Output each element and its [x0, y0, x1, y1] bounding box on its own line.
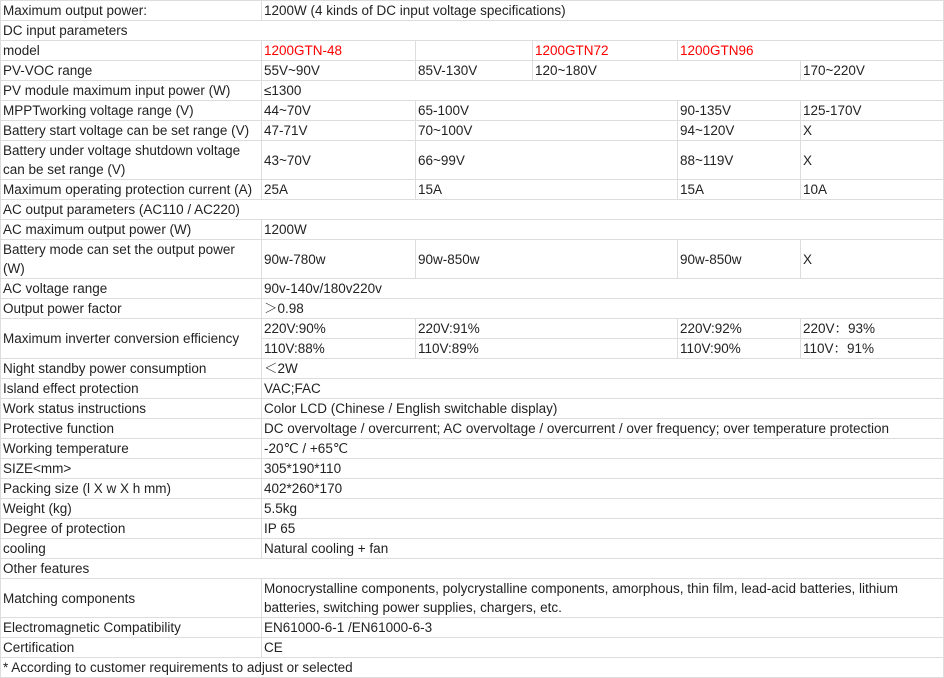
cell: 15A	[678, 180, 801, 200]
row-degree-protection	[1, 519, 944, 539]
row-label: PV module maximum input power (W)	[1, 81, 262, 101]
section-ac-output	[1, 200, 944, 220]
row-value: 1200W	[262, 220, 944, 240]
row-battery-start	[1, 121, 944, 141]
section-dc-input	[1, 21, 944, 41]
cell: 65-100V	[416, 101, 678, 121]
cell: 94~120V	[678, 121, 801, 141]
row-label: Matching components	[1, 579, 262, 618]
cell: 44~70V	[262, 101, 416, 121]
row-label: Maximum operating protection current (A)	[1, 180, 262, 200]
row-value: 402*260*170	[262, 479, 944, 499]
row-emc	[1, 618, 944, 638]
row-label: Working temperature	[1, 439, 262, 459]
cell: 25A	[262, 180, 416, 200]
cell: 55V~90V	[262, 61, 416, 81]
cell: 85V-130V	[416, 61, 533, 81]
row-label: Maximum output power:	[1, 1, 262, 21]
row-value: VAC;FAC	[262, 379, 944, 399]
row-value: Color LCD (Chinese / English switchable display)	[262, 399, 944, 419]
section-header: AC output parameters (AC110 / AC220)	[1, 200, 944, 220]
section-other-features	[1, 559, 944, 579]
cell: 15A	[416, 180, 678, 200]
row-certification	[1, 638, 944, 658]
cell: 220V：93%	[801, 319, 944, 339]
row-label: AC maximum output power (W)	[1, 220, 262, 240]
cell: 43~70V	[262, 141, 416, 180]
row-ac-voltage-range	[1, 279, 944, 299]
cell: 10A	[801, 180, 944, 200]
section-header: DC input parameters	[1, 21, 944, 41]
row-packing-size	[1, 479, 944, 499]
row-label: model	[1, 41, 262, 61]
row-label: Maximum inverter conversion efficiency	[1, 319, 262, 359]
model-1200gtn96: 1200GTN96	[678, 41, 944, 61]
row-size	[1, 459, 944, 479]
row-pv-voc	[1, 61, 944, 81]
cell: 120~180V	[533, 61, 801, 81]
row-value: CE	[262, 638, 944, 658]
cell: 220V:92%	[678, 319, 801, 339]
row-value: 305*190*110	[262, 459, 944, 479]
row-matching	[1, 579, 944, 618]
row-label: PV-VOC range	[1, 61, 262, 81]
section-header: Other features	[1, 559, 944, 579]
cell: 170~220V	[801, 61, 944, 81]
row-mppt	[1, 101, 944, 121]
row-label: Work status instructions	[1, 399, 262, 419]
row-ac-max-output	[1, 220, 944, 240]
row-label: Output power factor	[1, 299, 262, 319]
row-value: Monocrystalline components, polycrystalline components, amorphous, thin film, lead-acid batteries, lithium batteries, switching power supplies, chargers, etc.	[262, 579, 944, 618]
row-cooling	[1, 539, 944, 559]
cell: 90-135V	[678, 101, 801, 121]
row-label: Degree of protection	[1, 519, 262, 539]
row-model	[1, 41, 944, 61]
row-value: 5.5kg	[262, 499, 944, 519]
row-label: Island effect protection	[1, 379, 262, 399]
row-value: ＞0.98	[262, 299, 944, 319]
row-label: Packing size (l X w X h mm)	[1, 479, 262, 499]
cell: 220V:91%	[416, 319, 678, 339]
cell: X	[801, 141, 944, 180]
cell: X	[801, 121, 944, 141]
row-label: Night standby power consumption	[1, 359, 262, 379]
row-value: IP 65	[262, 519, 944, 539]
row-label: Certification	[1, 638, 262, 658]
row-value: EN61000-6-1 /EN61000-6-3	[262, 618, 944, 638]
row-working-temp	[1, 439, 944, 459]
cell: 90w-850w	[416, 240, 678, 279]
cell: 110V:90%	[678, 339, 801, 359]
row-pv-max-input	[1, 81, 944, 101]
row-value: ＜2W	[262, 359, 944, 379]
row-battery-mode-power	[1, 240, 944, 279]
row-label: cooling	[1, 539, 262, 559]
cell: 88~119V	[678, 141, 801, 180]
row-value: -20℃ / +65℃	[262, 439, 944, 459]
row-island	[1, 379, 944, 399]
cell: 90w-850w	[678, 240, 801, 279]
row-protective	[1, 419, 944, 439]
row-label: Battery start voltage can be set range (V)	[1, 121, 262, 141]
cell: 110V：91%	[801, 339, 944, 359]
row-value: 90v-140v/180v220v	[262, 279, 944, 299]
row-label: MPPTworking voltage range (V)	[1, 101, 262, 121]
row-weight	[1, 499, 944, 519]
row-max-protect-current	[1, 180, 944, 200]
row-value: ≤1300	[262, 81, 944, 101]
cell: 125-170V	[801, 101, 944, 121]
cell-empty	[416, 41, 533, 61]
cell: 90w-780w	[262, 240, 416, 279]
row-max-output-power	[1, 1, 944, 21]
row-work-status	[1, 399, 944, 419]
row-label: Weight (kg)	[1, 499, 262, 519]
cell: 70~100V	[416, 121, 678, 141]
footnote: * According to customer requirements to adjust or selected	[1, 658, 944, 678]
cell: 110V:88%	[262, 339, 416, 359]
cell: 47-71V	[262, 121, 416, 141]
cell: X	[801, 240, 944, 279]
row-value: DC overvoltage / overcurrent; AC overvoltage / overcurrent / over frequency; over temperature protection	[262, 419, 944, 439]
cell: 220V:90%	[262, 319, 416, 339]
row-output-pf	[1, 299, 944, 319]
cell: 66~99V	[416, 141, 678, 180]
cell: 110V:89%	[416, 339, 678, 359]
row-label: Battery under voltage shutdown voltage can be set range (V)	[1, 141, 262, 180]
row-label: SIZE<mm>	[1, 459, 262, 479]
row-battery-under	[1, 141, 944, 180]
model-1200gtn-48: 1200GTN-48	[262, 41, 416, 61]
row-label: AC voltage range	[1, 279, 262, 299]
row-label: Battery mode can set the output power (W)	[1, 240, 262, 279]
row-value: Natural cooling + fan	[262, 539, 944, 559]
row-night-standby	[1, 359, 944, 379]
row-value: 1200W (4 kinds of DC input voltage specifications)	[262, 1, 944, 21]
row-label: Protective function	[1, 419, 262, 439]
row-footnote	[1, 658, 944, 678]
row-label: Electromagnetic Compatibility	[1, 618, 262, 638]
model-1200gtn72: 1200GTN72	[533, 41, 678, 61]
row-efficiency-220	[1, 319, 944, 339]
